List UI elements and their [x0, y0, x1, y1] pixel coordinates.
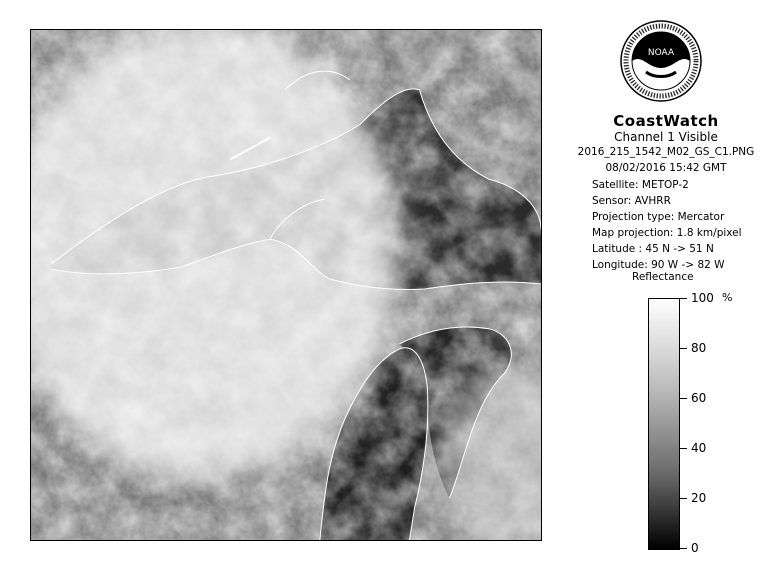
- colorbar-label: Reflectance: [632, 271, 694, 283]
- colorbar-tick-label: 60: [691, 391, 707, 405]
- satellite-image: [30, 29, 542, 541]
- sensor-label: Sensor: AVHRR: [592, 195, 671, 207]
- colorbar-tick-label: 80: [691, 341, 707, 355]
- colorbar-tick: [680, 398, 687, 399]
- channel-subtitle: Channel 1 Visible: [614, 130, 718, 144]
- colorbar-tick: [680, 448, 687, 449]
- latitude-label: Latitude : 45 N -> 51 N: [592, 243, 714, 255]
- noaa-logo: [620, 20, 702, 102]
- projection-type-label: Projection type: Mercator: [592, 211, 725, 223]
- noaa-logo-text: NOAA: [647, 48, 675, 58]
- reflectance-colorbar: [648, 298, 680, 550]
- colorbar-tick: [680, 298, 687, 299]
- product-title: CoastWatch: [613, 112, 719, 130]
- colorbar-tick: [680, 348, 687, 349]
- colorbar-tick-label: 40: [691, 441, 707, 455]
- longitude-label: Longitude: 90 W -> 82 W: [592, 259, 725, 271]
- filename-label: 2016_215_1542_M02_GS_C1.PNG: [577, 146, 755, 158]
- satellite-label: Satellite: METOP-2: [592, 179, 689, 191]
- colorbar-tick-label: 100: [691, 291, 714, 305]
- colorbar-tick: [680, 498, 687, 499]
- colorbar-tick-label: 0: [691, 541, 699, 555]
- colorbar-unit: %: [722, 291, 733, 304]
- colorbar-tick-label: 20: [691, 491, 707, 505]
- map-projection-label: Map projection: 1.8 km/pixel: [592, 227, 742, 239]
- colorbar-tick: [680, 548, 687, 549]
- datetime-label: 08/02/2016 15:42 GMT: [605, 162, 727, 174]
